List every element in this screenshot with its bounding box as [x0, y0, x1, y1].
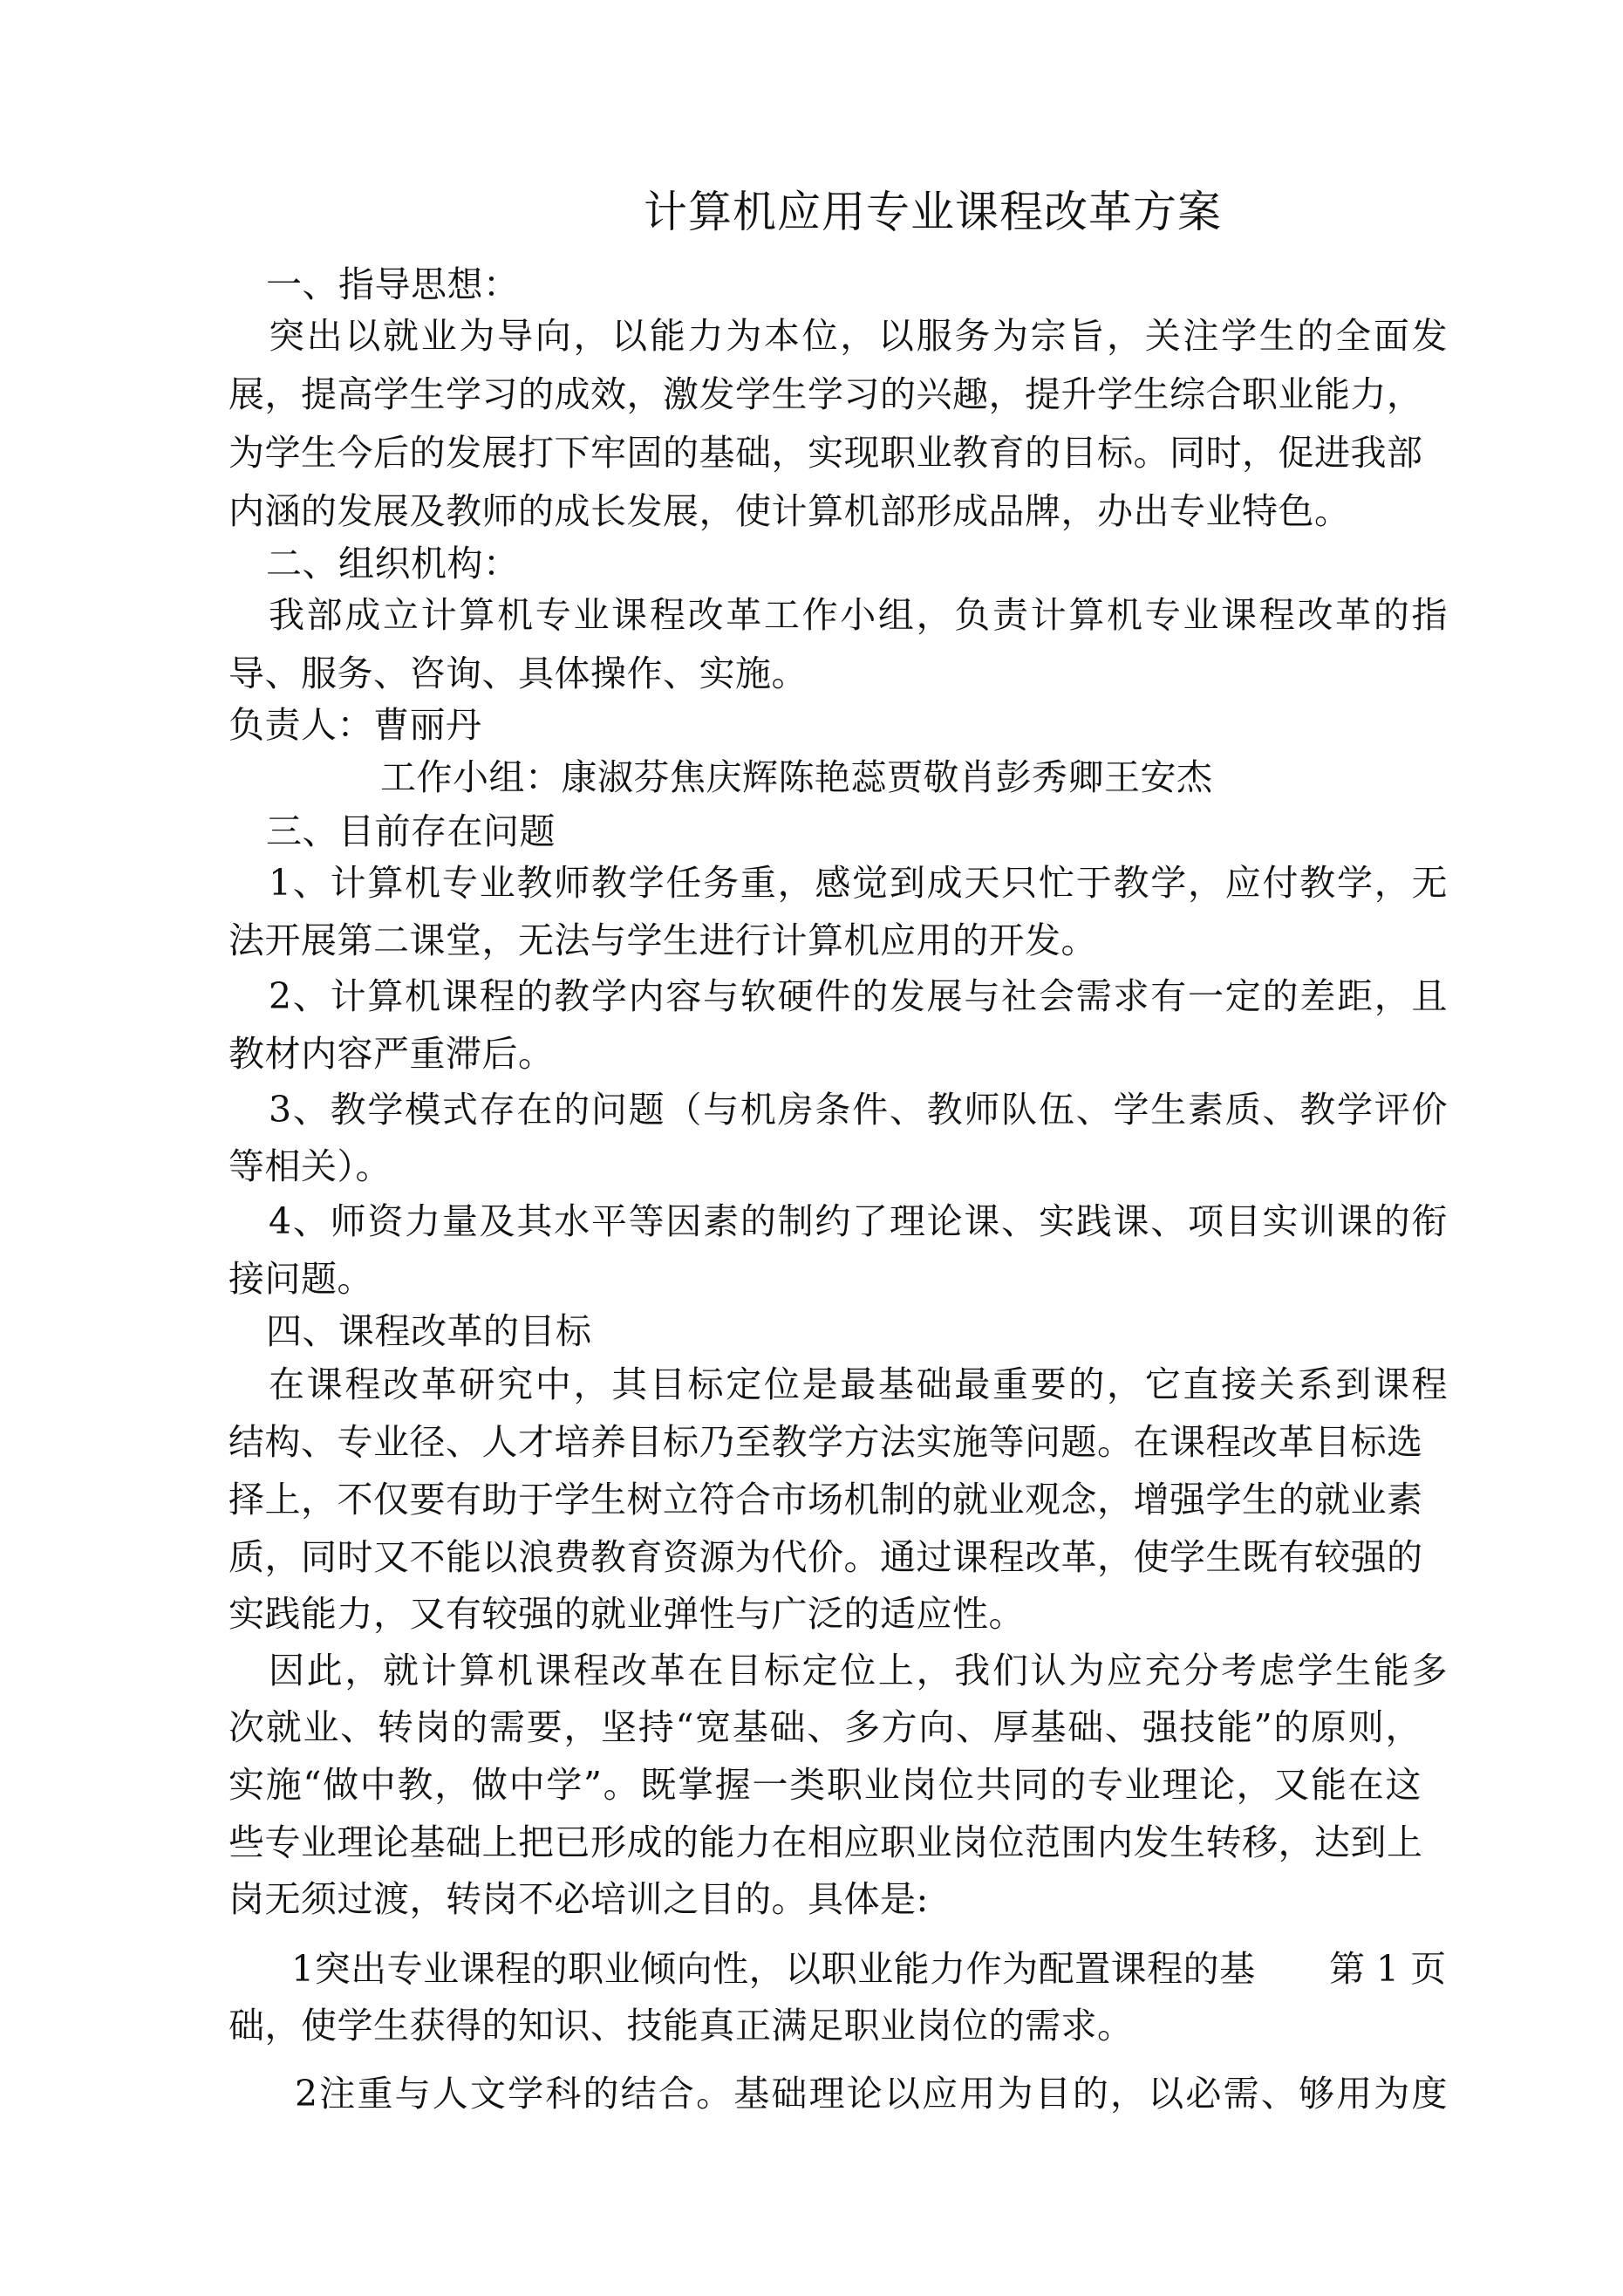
- paragraph-line: 我部成立计算机专业课程改革工作小组，负责计算机专业课程改革的指: [269, 594, 1448, 636]
- list-item-line: 1突出专业课程的职业倾向性，以职业能力作为配置课程的基: [291, 1948, 1256, 1990]
- responsible-person: 负责人：曹丽丹: [228, 704, 482, 746]
- page-number: 第 1 页: [1329, 1948, 1447, 1990]
- section-heading-goals: 四、课程改革的目标: [266, 1310, 592, 1352]
- paragraph-line: 在课程改革研究中，其目标定位是最基础最重要的，它直接关系到课程: [269, 1363, 1448, 1405]
- paragraph-line: 因此，就计算机课程改革在目标定位上，我们认为应充分考虑学生能多: [269, 1650, 1448, 1691]
- paragraph-line: 实践能力，又有较强的就业弹性与广泛的适应性。: [228, 1593, 1025, 1635]
- working-group: 工作小组：康淑芬焦庆辉陈艳蕊贾敬肖彭秀卿王安杰: [380, 756, 1213, 798]
- list-item-line: 1、计算机专业教师教学任务重，感觉到成天只忙于教学，应付教学，无: [269, 862, 1448, 904]
- section-heading-organization: 二、组织机构：: [266, 543, 520, 584]
- section-heading-problems: 三、目前存在问题: [266, 810, 556, 852]
- paragraph-line: 次就业、转岗的需要，坚持“宽基础、多方向、厚基础、强技能”的原则，: [228, 1706, 1422, 1748]
- paragraph-line: 内涵的发展及教师的成长发展，使计算机部形成品牌，办出专业特色。: [228, 490, 1351, 532]
- list-item-line: 法开展第二课堂，无法与学生进行计算机应用的开发。: [228, 919, 1097, 961]
- paragraph-line: 突出以就业为导向，以能力为本位，以服务为宗旨，关注学生的全面发: [269, 315, 1448, 357]
- list-item-line: 接问题。: [228, 1258, 373, 1300]
- paragraph-line: 质，同时又不能以浪费教育资源为代价。通过课程改革，使学生既有较强的: [228, 1536, 1423, 1578]
- paragraph-line: 展，提高学生学习的成效，激发学生学习的兴趣，提升学生综合职业能力，: [228, 373, 1423, 415]
- paragraph-line: 实施“做中教，做中学”。既掌握一类职业岗位共同的专业理论，又能在这: [228, 1764, 1422, 1806]
- list-item-line: 3、教学模式存在的问题（与机房条件、教师队伍、学生素质、教学评价: [269, 1089, 1448, 1131]
- paragraph-line: 结构、专业径、人才培养目标乃至教学方法实施等问题。在课程改革目标选: [228, 1421, 1423, 1463]
- list-item-line: 教材内容严重滞后。: [228, 1033, 555, 1075]
- list-item-line: 2、计算机课程的教学内容与软硬件的发展与社会需求有一定的差距，且: [269, 975, 1448, 1017]
- list-item-line: 2注重与人文学科的结合。基础理论以应用为目的，以必需、够用为度: [295, 2073, 1448, 2115]
- paragraph-line: 些专业理论基础上把已形成的能力在相应职业岗位范围内发生转移，达到上: [228, 1821, 1423, 1863]
- paragraph-line: 岗无须过渡，转岗不必培训之目的。具体是:: [228, 1878, 929, 1920]
- paragraph-line: 为学生今后的发展打下牢固的基础，实现职业教育的目标。同时，促进我部: [228, 432, 1423, 474]
- paragraph-line: 导、服务、咨询、具体操作、实施。: [228, 653, 808, 694]
- paragraph-line: 择上，不仅要有助于学生树立符合市场机制的就业观念，增强学生的就业素: [228, 1479, 1423, 1520]
- document-title: 计算机应用专业课程改革方案: [644, 187, 1222, 237]
- section-heading-guiding-ideology: 一、指导思想：: [266, 263, 520, 305]
- list-item-line: 础，使学生获得的知识、技能真正满足职业岗位的需求。: [228, 2005, 1134, 2047]
- list-item-line: 等相关）。: [228, 1145, 392, 1187]
- list-item-line: 4、师资力量及其水平等因素的制约了理论课、实践课、项目实训课的衔: [269, 1200, 1448, 1242]
